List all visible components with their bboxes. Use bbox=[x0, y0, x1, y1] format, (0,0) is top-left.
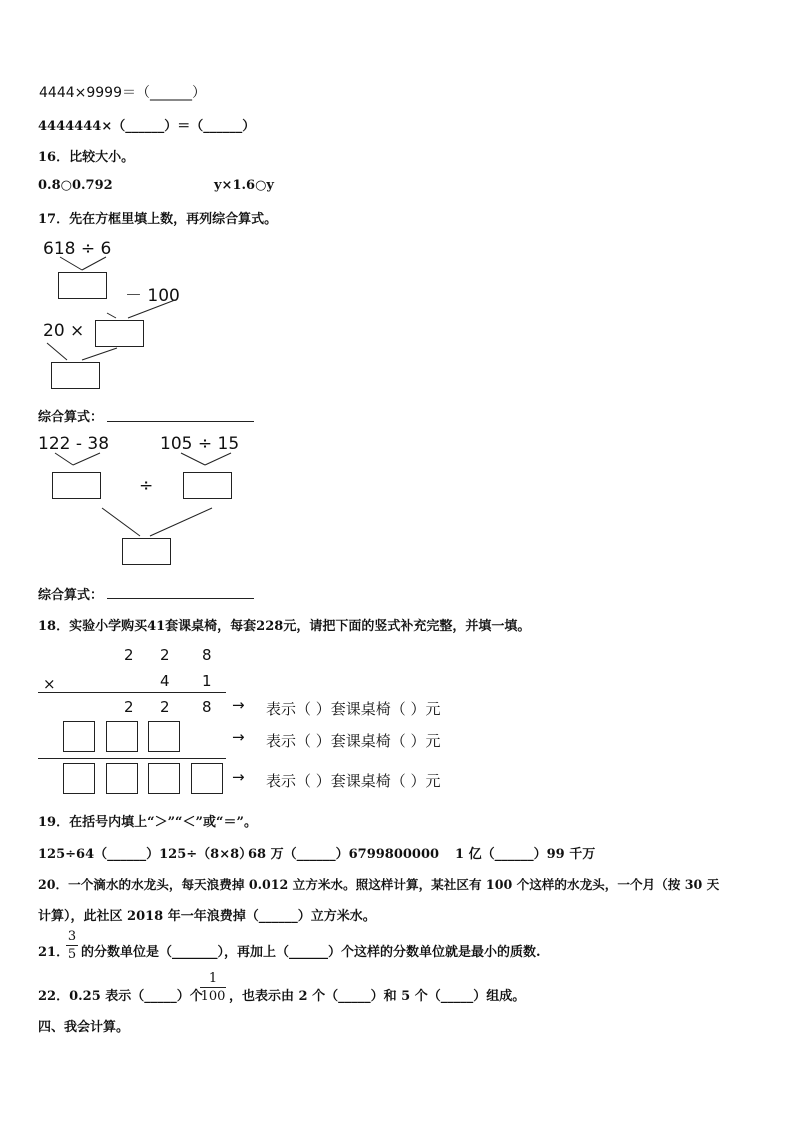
equation-line-2: 4444444×（______）＝（______） bbox=[38, 119, 256, 134]
q21-fraction-numerator: 3 bbox=[67, 929, 77, 944]
q18-row1-digit-3: 8 bbox=[202, 646, 212, 664]
q20-line-1: 20．一个滴水的水龙头，每天浪费掉 0.012 立方米水。照这样计算，某社区有 100 个这样的水龙头，一个月（按 30 天 bbox=[38, 877, 720, 892]
q16-title: 16．比较大小。 bbox=[38, 150, 135, 165]
q18-partial-box[interactable] bbox=[148, 721, 180, 752]
q18-row3-digit-1: 2 bbox=[124, 698, 134, 716]
connector-line bbox=[205, 453, 231, 465]
q19-item-2: 68 万（______）6799800000 bbox=[248, 847, 440, 862]
q17-d2-expr2: 105 ÷ 15 bbox=[160, 434, 240, 454]
q18-arrow-1: → bbox=[232, 696, 245, 714]
fraction-bar bbox=[200, 987, 226, 988]
q22-text-2: ，也表示由 2 个（_____）和 5 个（_____）组成。 bbox=[229, 989, 526, 1004]
q19-item-3: 1 亿（______）99 千万 bbox=[455, 847, 596, 862]
connector-line bbox=[47, 343, 67, 360]
q18-product-box[interactable] bbox=[106, 763, 138, 794]
q22-fraction-numerator: 1 bbox=[208, 971, 218, 986]
q18-explain-2: 表示（ ）套课桌椅（ ）元 bbox=[266, 732, 441, 750]
q17-formula-label-1: 综合算式： bbox=[38, 410, 104, 425]
q18-rule-1 bbox=[38, 692, 226, 693]
q18-row1-digit-1: 2 bbox=[124, 646, 134, 664]
q19-item-1: 125÷64（______）125÷（8×8） bbox=[38, 847, 253, 862]
q21-text: 的分数单位是（_______），再加上（______）个这样的分数单位就是最小的质数. bbox=[81, 945, 541, 960]
q18-partial-box[interactable] bbox=[106, 721, 138, 752]
q18-row2-digit-2: 1 bbox=[202, 672, 212, 690]
q19-title: 19．在括号内填上“＞”“＜”或“＝”。 bbox=[38, 815, 257, 830]
connector-line bbox=[150, 508, 212, 536]
connector-line bbox=[60, 257, 82, 270]
connector-line bbox=[82, 348, 117, 360]
q18-row3-digit-3: 8 bbox=[202, 698, 212, 716]
q17-d1-expr1: 618 ÷ 6 bbox=[43, 239, 112, 259]
q18-row3-digit-2: 2 bbox=[160, 698, 170, 716]
q20-line-2: 计算），此社区 2018 年一年浪费掉（______）立方米水。 bbox=[38, 909, 376, 924]
q18-product-box[interactable] bbox=[191, 763, 223, 794]
q18-explain-1: 表示（ ）套课桌椅（ ）元 bbox=[266, 700, 441, 718]
q17-formula-label-2: 综合算式： bbox=[38, 588, 104, 603]
q21-number: 21． bbox=[38, 945, 70, 960]
q18-arrow-3: → bbox=[232, 768, 245, 786]
fraction-bar bbox=[66, 945, 78, 946]
connector-line bbox=[128, 300, 175, 318]
q17-d2-expr1: 122 - 38 bbox=[38, 434, 110, 454]
q18-partial-box[interactable] bbox=[63, 721, 95, 752]
q16-item-1: 0.8○0.792 bbox=[38, 178, 113, 193]
connector-line bbox=[107, 313, 116, 318]
q18-row1-digit-2: 2 bbox=[160, 646, 170, 664]
q18-title: 18．实验小学购买41套课桌椅，每套228元，请把下面的竖式补充完整，并填一填。 bbox=[38, 619, 531, 634]
section-4-title: 四、我会计算。 bbox=[38, 1020, 130, 1035]
q21-fraction bbox=[66, 929, 78, 962]
q18-explain-3: 表示（ ）套课桌椅（ ）元 bbox=[266, 772, 441, 790]
connector-line bbox=[82, 257, 106, 270]
q17-d1-times: 20 × bbox=[43, 321, 85, 341]
q16-item-2: y×1.6○y bbox=[214, 178, 274, 193]
q17-title: 17．先在方框里填上数，再列综合算式。 bbox=[38, 212, 278, 227]
q17-d2-op: ÷ bbox=[139, 476, 154, 496]
equation-line-1: 4444×9999＝（______） bbox=[39, 85, 206, 101]
q18-product-box[interactable] bbox=[148, 763, 180, 794]
connector-line bbox=[73, 453, 100, 465]
q18-times-sign: × bbox=[43, 675, 56, 693]
q22-text-1: 22．0.25 表示（_____）个 bbox=[38, 989, 203, 1004]
q18-row2-digit-1: 4 bbox=[160, 672, 170, 690]
q18-arrow-2: → bbox=[232, 728, 245, 746]
q17-d1-minus: － 100 bbox=[125, 286, 180, 306]
q22-fraction bbox=[200, 971, 226, 1004]
q22-fraction-denominator: 100 bbox=[200, 989, 226, 1004]
q18-rule-2 bbox=[38, 758, 226, 759]
connector-line bbox=[102, 508, 140, 536]
q18-product-box[interactable] bbox=[63, 763, 95, 794]
q21-fraction-denominator: 5 bbox=[67, 947, 77, 962]
connector-line bbox=[55, 453, 73, 465]
connector-line bbox=[181, 453, 205, 465]
